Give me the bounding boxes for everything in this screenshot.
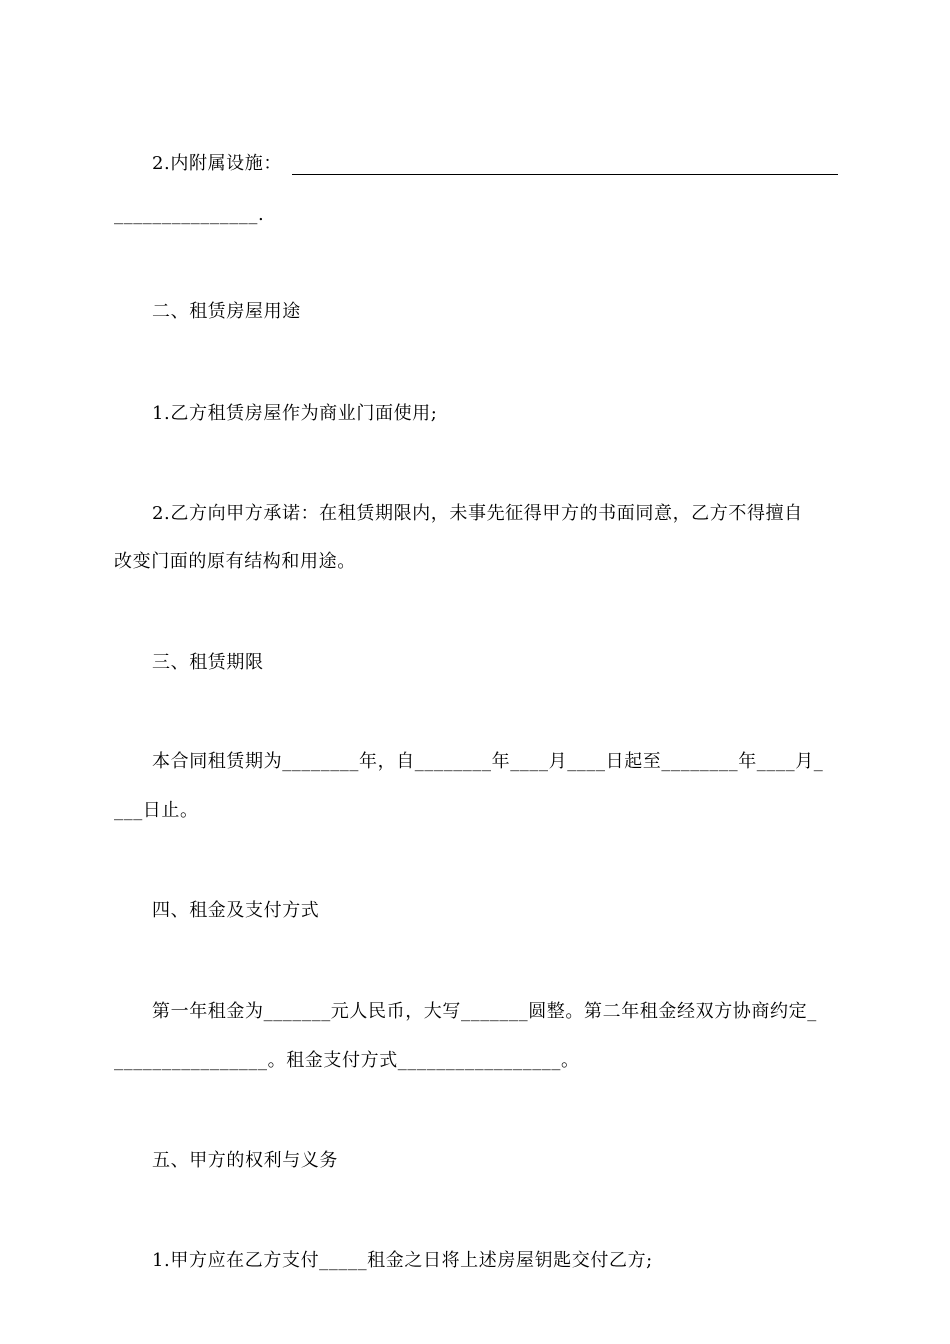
section-heading-usage: 二、租赁房屋用途: [152, 301, 301, 322]
section-heading-term: 三、租赁期限: [152, 652, 264, 673]
clause-rent: 第一年租金为_______元人民币，大写_______圆整。第二年租金经双方协商约定_: [152, 1001, 817, 1022]
clause-party-a-1: 1.甲方应在乙方支付_____租金之日将上述房屋钥匙交付乙方;: [152, 1250, 653, 1271]
clause-usage-1: 1.乙方租赁房屋作为商业门面使用;: [152, 403, 438, 424]
section-heading-rent: 四、租金及支付方式: [152, 900, 320, 921]
clause-term: 本合同租赁期为________年，自________年____月____日起至________年____月_: [152, 751, 824, 772]
clause-term-continuation: ___日止。: [114, 800, 199, 821]
clause-rent-continuation: ________________。租金支付方式_________________。: [114, 1050, 580, 1071]
facilities-blank-line: [292, 174, 838, 175]
section-heading-party-a: 五、甲方的权利与义务: [152, 1150, 338, 1171]
clause-usage-2: 2.乙方向甲方承诺：在租赁期限内，未事先征得甲方的书面同意，乙方不得擅自: [152, 503, 803, 524]
clause-usage-2-continuation: 改变门面的原有结构和用途。: [114, 551, 356, 572]
clause-facilities-continuation: _______________.: [114, 204, 265, 225]
clause-facilities: 2.内附属设施：: [152, 153, 282, 174]
